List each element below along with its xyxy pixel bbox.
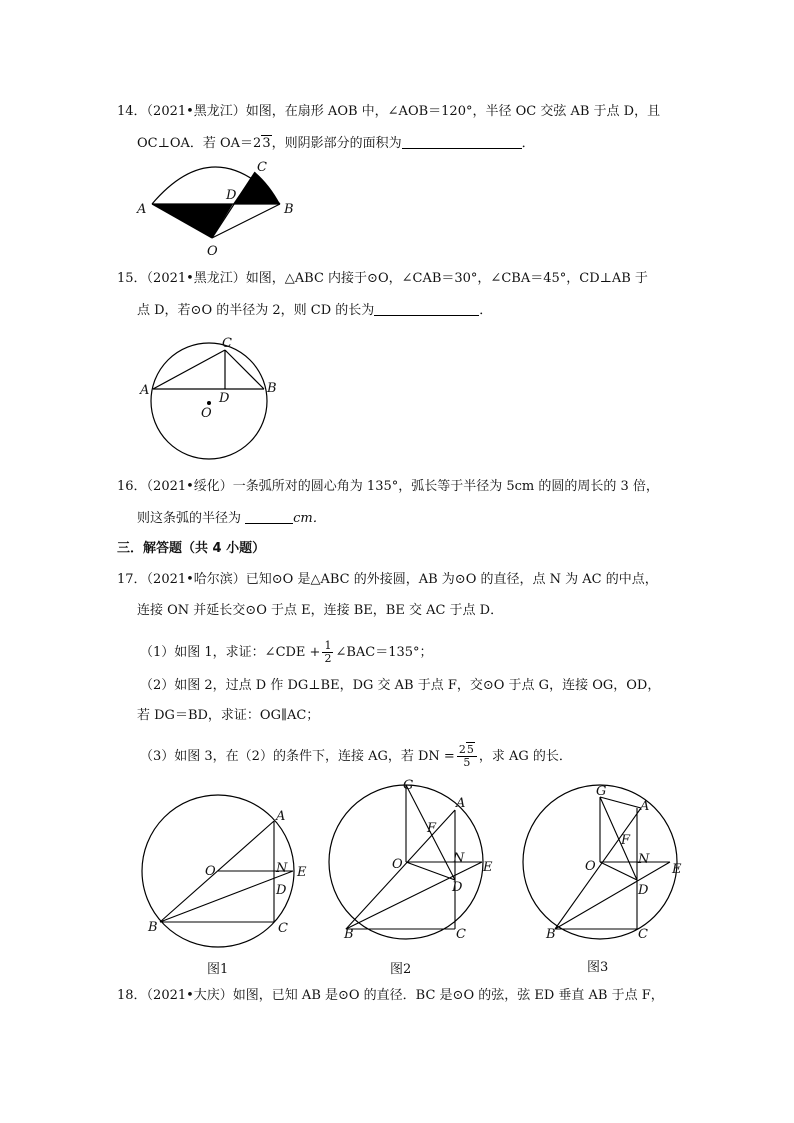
q17-part3-frac-num-sqrt: 5 [466,743,474,756]
fig3-label-b: B [546,927,556,942]
q14-label-d: D [226,188,237,203]
q17-part1-frac-den: 2 [324,652,332,665]
q15-label-a: A [140,383,150,398]
fig1-label-a: A [276,809,286,824]
fig1-label-n: N [276,861,288,876]
fig1-label-b: B [148,920,158,935]
q17-part3-frac-num-coef: 2 [458,743,466,756]
fig1-label-c: C [278,921,288,936]
fig2-label-c: C [456,927,466,942]
q15-line2-a: 点 D，若⊙O 的半径为 2，则 CD 的长为 [137,303,375,318]
q17-line2: 连接 ON 并延长交⊙O 于点 E，连接 BE，BE 交 AC 于点 D． [137,603,504,618]
q14-label-a: A [137,202,147,217]
fig3-label-e: E [672,862,682,877]
fig1-label-e: E [297,865,307,880]
q15-line2-end: ． [479,303,493,318]
fig2-label-o: O [392,857,403,872]
q16-line1: 16．（2021•绥化）一条弧所对的圆心角为 135°，弧长等于半径为 5cm 的圆的周长的 3 倍， [117,479,659,494]
fig3-diameter-ab [555,808,641,929]
fig2-label-a: A [456,796,466,811]
fig3-label-n: N [638,852,650,867]
fig2-label-d: D [452,880,463,895]
fig2-label-f: F [427,821,437,836]
fig3-segment-be [555,862,670,929]
fig3-label-a: A [640,799,650,814]
fig3-label-o: O [585,859,596,874]
fig2-label-b: B [344,927,354,942]
q17-part3-b: ，求 AG 的长． [478,749,572,764]
fig3-label-c: C [638,927,648,942]
fig3-label-g: G [596,784,607,799]
q14-label-c: C [257,160,267,175]
fig2-label-n: N [453,851,465,866]
q17-part2-line2: 若 DG＝BD，求证：OG∥AC； [137,708,320,723]
q14-label-o: O [207,244,218,259]
fig3-label-d: D [638,883,649,898]
fig3-label-f: F [621,833,631,848]
section-heading: 三．解答题（共 4 小题） [117,541,266,556]
q15-label-c: C [222,336,232,351]
q15-label-o: O [201,406,212,421]
q14-line2-end: ． [521,136,535,151]
q14-label-b: B [284,202,294,217]
q15-label-b: B [267,381,277,396]
fig2-label-g: G [403,778,414,793]
fig3-segment-od [600,862,637,880]
q15-label-d: D [219,391,230,406]
q14-line1: 14．（2021•黑龙江）如图，在扇形 AOB 中，∠AOB＝120°，半径 OC 交弦 AB 于点 D，且 [117,104,661,119]
fig2-label-e: E [483,860,493,875]
q18-line1: 18．（2021•大庆）如图，已知 AB 是⊙O 的直径．BC 是⊙O 的弦，弦 ED 垂直 AB 于点 F， [117,988,664,1003]
q14-line2-b: ，则阴影部分的面积为 [271,136,402,151]
q16-unit: cm． [293,511,326,526]
q17-part1-frac-num: 1 [324,639,332,652]
fig3-caption: 图3 [587,960,609,975]
q17-part3-a: （3）如图 3，在（2）的条件下，连接 AG，若 DN = [140,749,455,764]
fig2-caption: 图2 [390,962,412,977]
q16-line2-a: 则这条弧的半径为 [137,511,242,526]
q14-sqrt: 3 [262,136,271,151]
fig1-label-o: O [205,864,216,879]
fig3-segment-gd [600,797,637,880]
fig1-label-d: D [276,883,287,898]
q15-line1: 15．（2021•黑龙江）如图，△ABC 内接于⊙O，∠CAB＝30°，∠CBA＝45°，CD⊥AB 于 [117,271,648,286]
q17-part3-frac-den: 5 [463,756,471,769]
q14-line2-a: OC⊥OA．若 OA＝2 [137,136,262,151]
q17-part1-b: ∠BAC＝135°； [335,645,433,660]
q17-part2-line1: （2）如图 2，过点 D 作 DG⊥BE，DG 交 AB 于点 F，交⊙O 于点 G，连接 OG，OD， [140,678,661,693]
q17-line1: 17．（2021•哈尔滨）已知⊙O 是△ABC 的外接圆，AB 为⊙O 的直径，点 N 为 AC 的中点， [117,572,658,587]
fig1-caption: 图1 [207,962,229,977]
q17-part1-a: （1）如图 1，求证：∠CDE + [140,645,321,660]
